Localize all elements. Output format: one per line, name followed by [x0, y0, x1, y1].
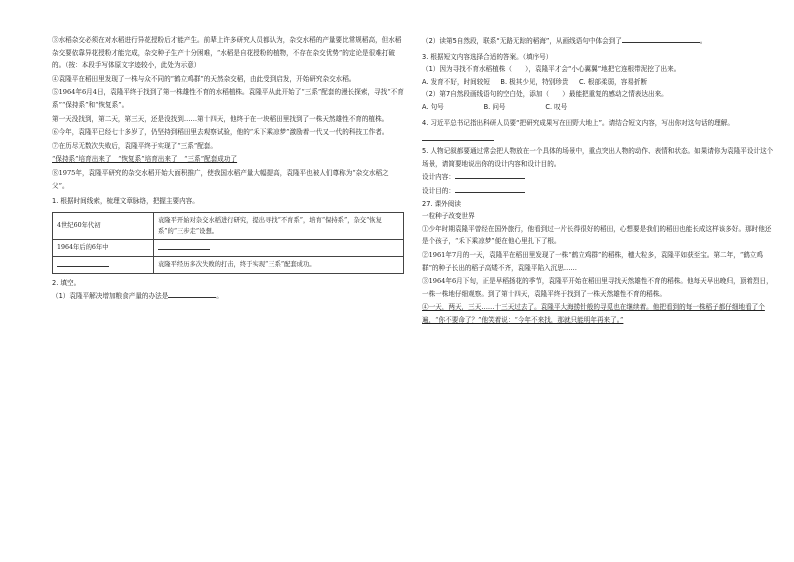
design-purpose-label: 设计目的： [422, 186, 455, 195]
reading-title: 27. 课外阅读 [422, 199, 461, 208]
answer-line[interactable] [422, 130, 494, 141]
article-paragraph: ④一天，两天，三天……十三天过去了。袁隆平大海捞针般的寻觅也在继续着。他把看到的每一株稻子都仔细地看了个遍，“你不要命了？”他笑着说：“今年不来找，那就只能明年再来了。” [422, 303, 765, 324]
paragraph-3: ③水稻杂交必须在对水稻进行异花授粉后才能产生。前辈上许多研究人员都认为，杂交水稻的产量要比常规稻高，但水稻杂交要依靠异花授粉才能完成，杂交种子生产十分困难，“水稻是自花授粉的植物，不存在杂交优势”的定论是很难打破的。（按：本段手写体原文字迹较小，此处为示意） [52, 36, 402, 70]
table-row [53, 256, 404, 273]
answer-blank[interactable] [168, 289, 216, 298]
table-cell: 4世纪60年代初 [53, 212, 154, 239]
answer-blank[interactable] [622, 34, 700, 43]
answer-cell[interactable] [53, 256, 154, 273]
paragraph-4: ④袁隆平在稻田里发现了一株与众不同的“鹤立鸡群”的天然杂交稻，由此受到启发，开始研究杂交水稻。 [52, 74, 356, 83]
answer-blank[interactable] [158, 242, 210, 250]
question-1: 1. 根据时间线索，梳理文章脉络，把握主要内容。 [52, 197, 199, 206]
question-3-1-options [422, 76, 774, 89]
option-c[interactable]: C. 叹号 [545, 102, 568, 111]
question-3-1: （1）因为寻找不育水稻植株（ ），袁隆平才会“小心翼翼”地把它连根带泥挖了出来。 [422, 65, 681, 74]
option-c[interactable]: C. 根部柔弱，容易折断 [578, 77, 648, 86]
timeline-table [52, 212, 404, 274]
table-cell: 袁隆平经历多次失败的打击，终于实现“三系”配套成功。 [154, 256, 404, 273]
question-2: 2. 填空。 [52, 278, 81, 287]
table-row [53, 212, 404, 239]
article-body [422, 223, 774, 327]
design-content-input[interactable] [455, 170, 525, 179]
answer-blank[interactable] [57, 259, 109, 267]
table-cell: 袁隆平开始对杂交水稻进行研究，提出寻找“不育系”，培育“保持系”，杂交“恢复系”的“三步走”设想。 [154, 212, 404, 239]
article-title: 一粒种子改变世界 [422, 212, 475, 221]
article-paragraph: ②1961年7月的一天，袁隆平在稻田里发现了一株“鹤立鸡群”的稻株，穗大粒多，袁隆平如获至宝。第二年，“鹤立鸡群”的种子长出的稻子高矮不齐，袁隆平陷入沉思…… [422, 250, 763, 272]
design-purpose-input[interactable] [455, 184, 525, 193]
question-3-2-options [422, 101, 774, 114]
underlined-sentence: “保持系”培育出来了 “恢复系”培育出来了 “三系”配套成功了 [52, 155, 238, 164]
design-purpose-row [422, 184, 774, 198]
paragraph-5: ⑤1964年6月4日，袁隆平终于找到了第一株雄性不育的水稻植株。袁隆平从此开始了“三系”配套的漫长探索，寻找“不育系”“保持系”和“恢复系”。 [52, 88, 404, 109]
option-b[interactable]: B. 极其少见，特别珍贵 [500, 77, 569, 86]
paragraph-7: ⑦在历尽无数次失败后，袁隆平终于实现了“三系”配套。 [52, 141, 217, 150]
question-5: 5. 人物记叙都要通过常会把人物放在一个具体的场景中，重点突出人物的动作、表情和状态。如果请你为袁隆平设计这个场景，请简要地说出你的设计内容和设计目的。 [422, 147, 774, 168]
table-row [53, 239, 404, 256]
paragraph-6: ⑥今年，袁隆平已经七十多岁了，仍坚持到稻田里去观察试验，他的“禾下乘凉梦”激励着一代又一代的科技工作者。 [52, 128, 389, 137]
paragraph-8: ⑧1975年，袁隆平研究的杂交水稻开始大面积推广，使我国水稻产量大幅提高，袁隆平也被人们尊称为“杂交水稻之父”。 [52, 168, 389, 190]
question-2-1: （1）袁隆平解决增加粮食产量的办法是 。 [52, 289, 404, 303]
question-4: 4. 习近平总书记指出科研人员要“把研究成果写在田野大地上”。请结合短文内容，写出你对这句话的理解。 [422, 118, 734, 127]
question-3-2: （2）第7自然段画线语句的空白处，添加（ ）最能把重复的感动之情表达出来。 [422, 90, 668, 99]
right-column [422, 34, 774, 327]
table-cell: 1964年后的6年中 [53, 239, 154, 256]
question-2-2-text: （2）读第5自然段，联系“无路无踪的稻海”，从画线语句中体会到了 [422, 37, 622, 45]
answer-cell[interactable] [154, 239, 404, 256]
question-2-2: （2）读第5自然段，联系“无路无踪的稻海”，从画线语句中体会到了 。 [422, 34, 774, 48]
paragraph-5b: 第一天没找到，第二天，第三天，还是没找到……第十四天，他终于在一块稻田里找到了一株天然雄性不育的植株。 [52, 114, 389, 123]
article-paragraph: ①少年时期袁隆平曾经在国外旅行，他看到过一片长得很好的稻田，心想要是我们的稻田也能长成这样该多好。那时他还是个孩子，“禾下乘凉梦”便在他心里扎下了根。 [422, 224, 772, 246]
option-a[interactable]: A. 发育不好，时间较短 [422, 77, 490, 86]
question-2-1-text: （1）袁隆平解决增加粮食产量的办法是 [52, 292, 169, 301]
article-paragraph: ③1964年6月下旬，正是早稻扬花的季节，袁隆平开始在稻田里寻找天然雄性不育的稻株。他每天早出晚归，顶着烈日，一株一株地仔细观察。到了第十四天，袁隆平终于找到了一株天然雄性不育的稻株。 [422, 277, 773, 298]
question-3: 3. 根据短文内容选择合适的答案。（填序号） [422, 52, 553, 61]
design-content-row [422, 170, 774, 184]
left-column [52, 34, 404, 303]
option-a[interactable]: A. 句号 [422, 102, 444, 111]
option-b[interactable]: B. 问号 [483, 102, 506, 111]
design-content-label: 设计内容： [422, 173, 455, 182]
